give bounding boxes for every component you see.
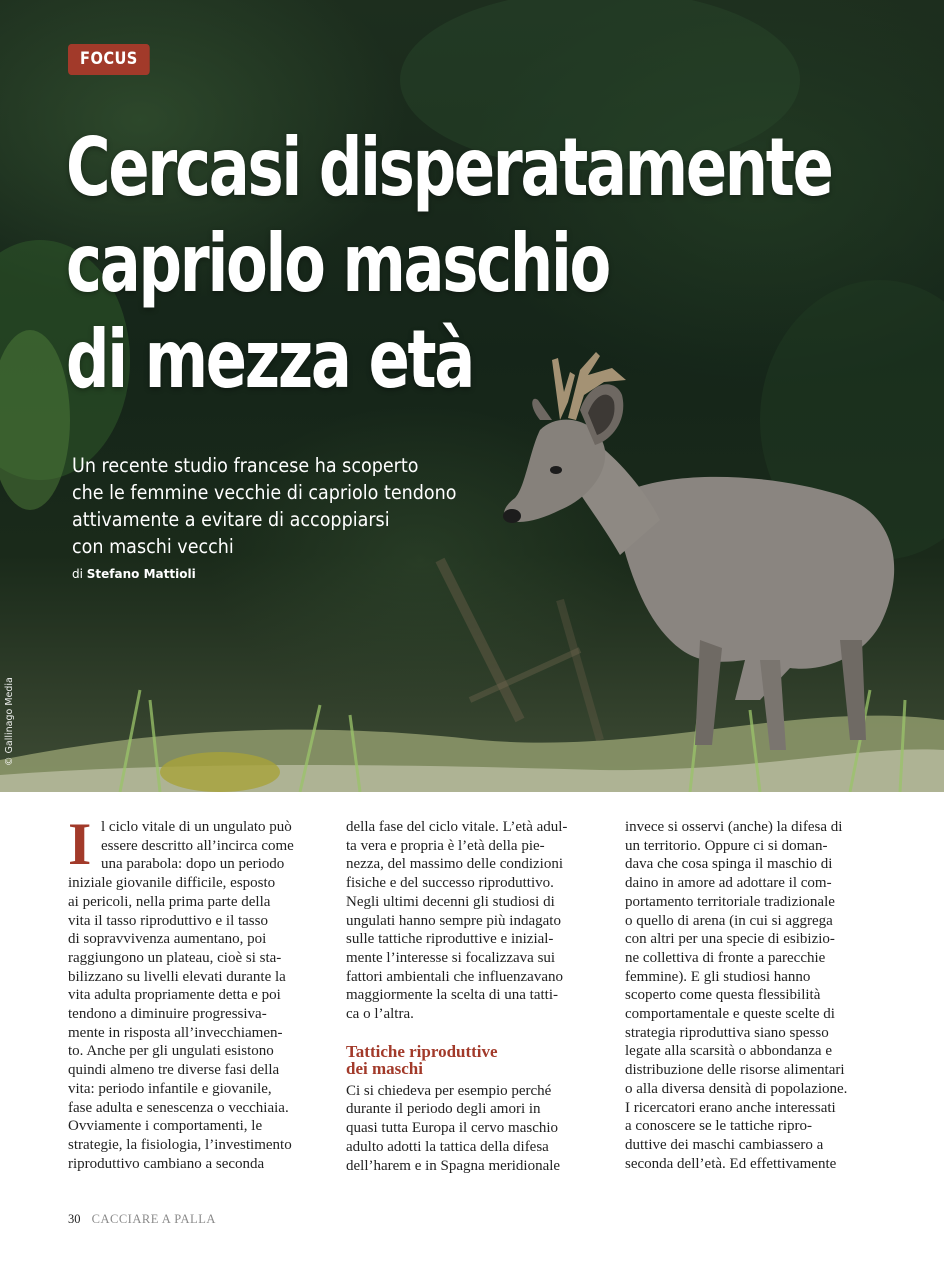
text-line: portamento territoriale tradizionale [625, 893, 835, 910]
author-name: Stefano Mattioli [86, 567, 196, 581]
photo-credit: © Gallinago Media [4, 677, 15, 766]
text-line: essere descritto all’incirca come [101, 837, 294, 854]
text-line: to. Anche per gli ungulati esistono [68, 1043, 274, 1060]
text-line: ai pericoli, nella prima parte della [68, 893, 271, 910]
drop-cap: I [68, 811, 92, 877]
focus-badge: FOCUS [68, 44, 150, 75]
text-line: adulto adotti la tattica della difesa [346, 1138, 549, 1155]
text-line: seconda dell’età. Ed effettivamente [625, 1155, 837, 1172]
text-line: ne collettiva di fronte a parecchie [625, 949, 826, 966]
paragraph [346, 1082, 598, 1176]
text-line: strategie, la fisiologia, l’investimento [68, 1136, 292, 1153]
deck-line: che le femmine vecchie di capriolo tendono [72, 481, 457, 504]
magazine-name: CACCIARE A PALLA [91, 1212, 216, 1226]
text-line: ta vera e propria è l’età della pie- [346, 837, 545, 854]
text-line: dava che cosa spinga il maschio di [625, 856, 833, 873]
deck-line: Un recente studio francese ha scoperto [72, 454, 419, 477]
paragraph [68, 811, 320, 1173]
text-line: legate alla scarsità o abbondanza e [625, 1043, 832, 1060]
text-line: con altri per una specie di esibizio- [625, 931, 835, 948]
subheading-line: Tattiche riproduttive [346, 1041, 498, 1061]
text-line: dell’harem e in Spagna meridionale [346, 1157, 561, 1174]
page-number: 30 [68, 1212, 81, 1226]
title-line: Cercasi disperatamente [66, 121, 832, 214]
text-line: scoperto come questa flessibilità [625, 987, 821, 1004]
subheading-line: dei maschi [346, 1058, 423, 1078]
text-line: o alla diversa densità di popolazione. [625, 1080, 848, 1097]
text-line: I ricercatori erano anche interessati [625, 1099, 836, 1116]
text-line: fisiche e del successo riproduttivo. [346, 875, 554, 892]
paragraph [625, 818, 877, 1173]
byline-prefix: di [72, 567, 83, 581]
text-line: quasi tutta Europa il cervo maschio [346, 1120, 559, 1137]
text-line: una parabola: dopo un periodo [101, 856, 285, 873]
text-line: Negli ultimi decenni gli studiosi di [346, 893, 555, 910]
text-line: duttive dei maschi cambiassero a [625, 1136, 824, 1153]
text-line: sulle tattiche riproduttive e inizial- [346, 931, 554, 948]
paragraph [346, 818, 598, 1024]
text-line: maggiormente la scelta di una tatti- [346, 987, 559, 1004]
text-line: fattori ambientali che influenzavano [346, 968, 563, 985]
text-line: comportamentale e queste scelte di [625, 1006, 835, 1023]
page-footer [68, 1212, 216, 1227]
title-line: capriolo maschio [66, 217, 609, 310]
text-line: vita il tasso riproduttivo e il tasso [68, 912, 268, 929]
title-line: di mezza età [66, 313, 474, 406]
text-line: strategia riproduttiva siano spesso [625, 1024, 829, 1041]
article-deck [72, 452, 457, 560]
text-line: Ci si chiedeva per esempio perché [346, 1082, 552, 1099]
text-line: fase adulta e senescenza o vecchiaia. [68, 1099, 289, 1116]
text-line: vita: periodo infantile e giovanile, [68, 1080, 272, 1097]
text-line: raggiungono un plateau, cioè si sta- [68, 949, 282, 966]
section-subheading [346, 1043, 598, 1077]
text-line: nezza, del massimo delle condizioni [346, 856, 564, 873]
text-line: daino in amore ad adottare il com- [625, 875, 832, 892]
text-line: distribuzione delle risorse alimentari [625, 1062, 845, 1079]
text-line: femmine). E gli studiosi hanno [625, 968, 811, 985]
text-line: vita adulta propriamente detta e poi [68, 987, 281, 1004]
article-title [66, 120, 832, 408]
text-line: mente l’interesse si focalizzava sui [346, 949, 556, 966]
text-line: iniziale giovanile difficile, esposto [68, 875, 276, 892]
article-column-2 [346, 818, 598, 1175]
text-line: riproduttivo cambiano a seconda [68, 1155, 265, 1172]
byline [72, 567, 196, 581]
text-line: l ciclo vitale di un ungulato può [101, 819, 292, 835]
text-line: tendono a diminuire progressiva- [68, 1006, 267, 1023]
text-line: ungulati hanno sempre più indagato [346, 912, 561, 929]
text-line: o quello di arena (in cui si aggrega [625, 912, 833, 929]
article-column-1 [68, 811, 320, 1173]
deck-line: attivamente a evitare di accoppiarsi [72, 508, 390, 531]
text-line: di sopravvivenza aumentano, poi [68, 931, 267, 948]
text-line: invece si osservi (anche) la difesa di [625, 819, 843, 835]
text-line: durante il periodo degli amori in [346, 1101, 541, 1118]
text-line: a conoscere se le tattiche ripro- [625, 1118, 812, 1135]
article-column-3 [625, 818, 877, 1173]
text-line: quindi almeno tre diverse fasi della [68, 1062, 280, 1079]
text-line: bilizzano su livelli elevati durante la [68, 968, 286, 985]
text-line: della fase del ciclo vitale. L’età adul- [346, 819, 568, 835]
deck-line: con maschi vecchi [72, 535, 234, 558]
text-line: un territorio. Oppure ci si doman- [625, 837, 828, 854]
text-line: mente in risposta all’invecchiamen- [68, 1024, 283, 1041]
text-line: Ovviamente i comportamenti, le [68, 1118, 263, 1135]
text-line: ca o l’altra. [346, 1006, 414, 1023]
